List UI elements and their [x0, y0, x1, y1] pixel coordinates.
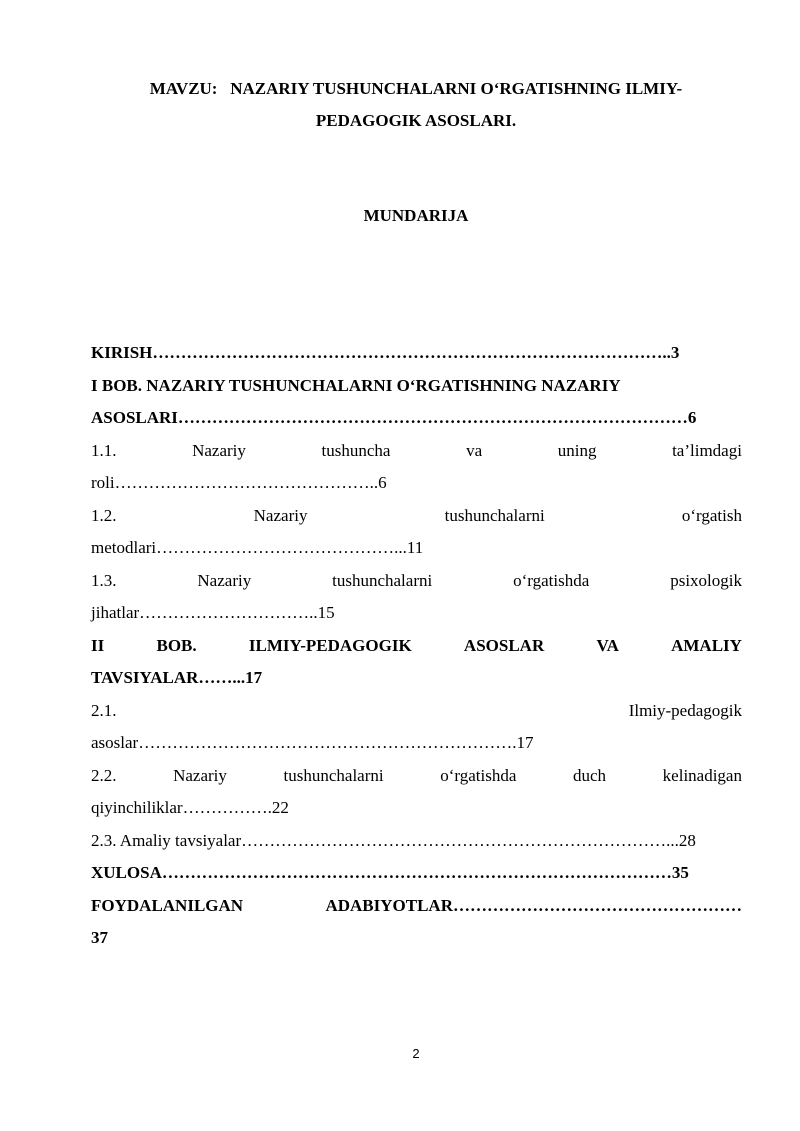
toc-word: 2.1. — [91, 700, 117, 720]
toc-word: o‘rgatish — [681, 505, 742, 525]
toc-word: kelinadigan — [662, 765, 742, 785]
toc-word: o‘rgatishda — [513, 570, 590, 590]
toc-word: Nazariy — [173, 765, 227, 785]
toc-section-1-2 — [91, 500, 742, 533]
toc-word: VA — [596, 635, 619, 655]
toc-word: 1.2. — [91, 505, 117, 525]
toc-references — [91, 890, 742, 923]
toc-word: 1.1. — [91, 440, 117, 460]
toc-word: ILMIY-PEDAGOGIK — [248, 635, 412, 655]
toc-word: 1.3. — [91, 570, 117, 590]
toc-word: o‘rgatishda — [440, 765, 517, 785]
toc-section-2-1-cont: asoslar………………………………………………………….17 — [91, 733, 534, 752]
topic-heading — [100, 73, 732, 137]
toc-word: 2.2. — [91, 765, 117, 785]
toc-section-2-2 — [91, 760, 742, 793]
toc-section-2-1 — [91, 695, 742, 728]
toc-word: BOB. — [156, 635, 197, 655]
toc-word: Ilmiy-pedagogik — [628, 700, 742, 720]
toc-word: FOYDALANILGAN — [91, 895, 244, 915]
toc-section-1-3-cont: jihatlar…………………………..15 — [91, 603, 335, 622]
toc-chapter1-title: I BOB. NAZARIY TUSHUNCHALARNI O‘RGATISHNING NAZARIY — [91, 375, 621, 395]
toc-word: tushunchalarni — [444, 505, 545, 525]
toc-word: psixologik — [670, 570, 742, 590]
toc-word: duch — [573, 765, 607, 785]
toc-chapter2-title — [91, 630, 742, 663]
contents-title: MUNDARIJA — [363, 206, 469, 225]
toc-word: va — [466, 440, 483, 460]
toc-word: tushunchalarni — [283, 765, 384, 785]
toc-word: ta’limdagi — [672, 440, 742, 460]
toc-section-2-2-cont: qiyinchiliklar…………….22 — [91, 798, 289, 817]
toc-conclusion: XULOSA………………………………………………………………………………35 — [91, 863, 689, 882]
toc-word: tushunchalarni — [332, 570, 433, 590]
toc-word: AMALIY — [671, 635, 742, 655]
toc-word: tushuncha — [321, 440, 391, 460]
toc-word: Nazariy — [192, 440, 246, 460]
toc-word: Nazariy — [253, 505, 308, 525]
toc-section-1-1-cont: roli………………………………………..6 — [91, 473, 387, 492]
page-number: 2 — [412, 1046, 420, 1061]
toc-section-1-3 — [91, 565, 742, 598]
toc-chapter1-title-cont: ASOSLARI………………………………………………………………………………6 — [91, 408, 697, 427]
topic-line-1: MAVZU: NAZARIY TUSHUNCHALARNI O‘RGATISHNING ILMIY- — [149, 79, 683, 98]
toc-references-page: 37 — [91, 928, 108, 947]
toc-word: ASOSLAR — [463, 635, 545, 655]
table-of-contents — [91, 337, 742, 955]
toc-intro: KIRISH………………………………………………………………………………..3 — [91, 343, 680, 362]
toc-section-1-2-cont: metodlari……………………………………...11 — [91, 538, 424, 557]
toc-word: uning — [557, 440, 597, 460]
toc-word: Nazariy — [197, 570, 252, 590]
toc-chapter2-title-cont: TAVSIYALAR……...17 — [91, 668, 263, 687]
topic-line-2: PEDAGOGIK ASOSLARI. — [315, 111, 517, 130]
toc-word: II — [91, 635, 105, 655]
toc-word: ADABIYOTLAR…………………………………………… — [325, 895, 742, 915]
toc-section-2-3: 2.3. Amaliy tavsiyalar…………………………………………………………………...28 — [91, 830, 696, 850]
toc-section-1-1 — [91, 435, 742, 468]
